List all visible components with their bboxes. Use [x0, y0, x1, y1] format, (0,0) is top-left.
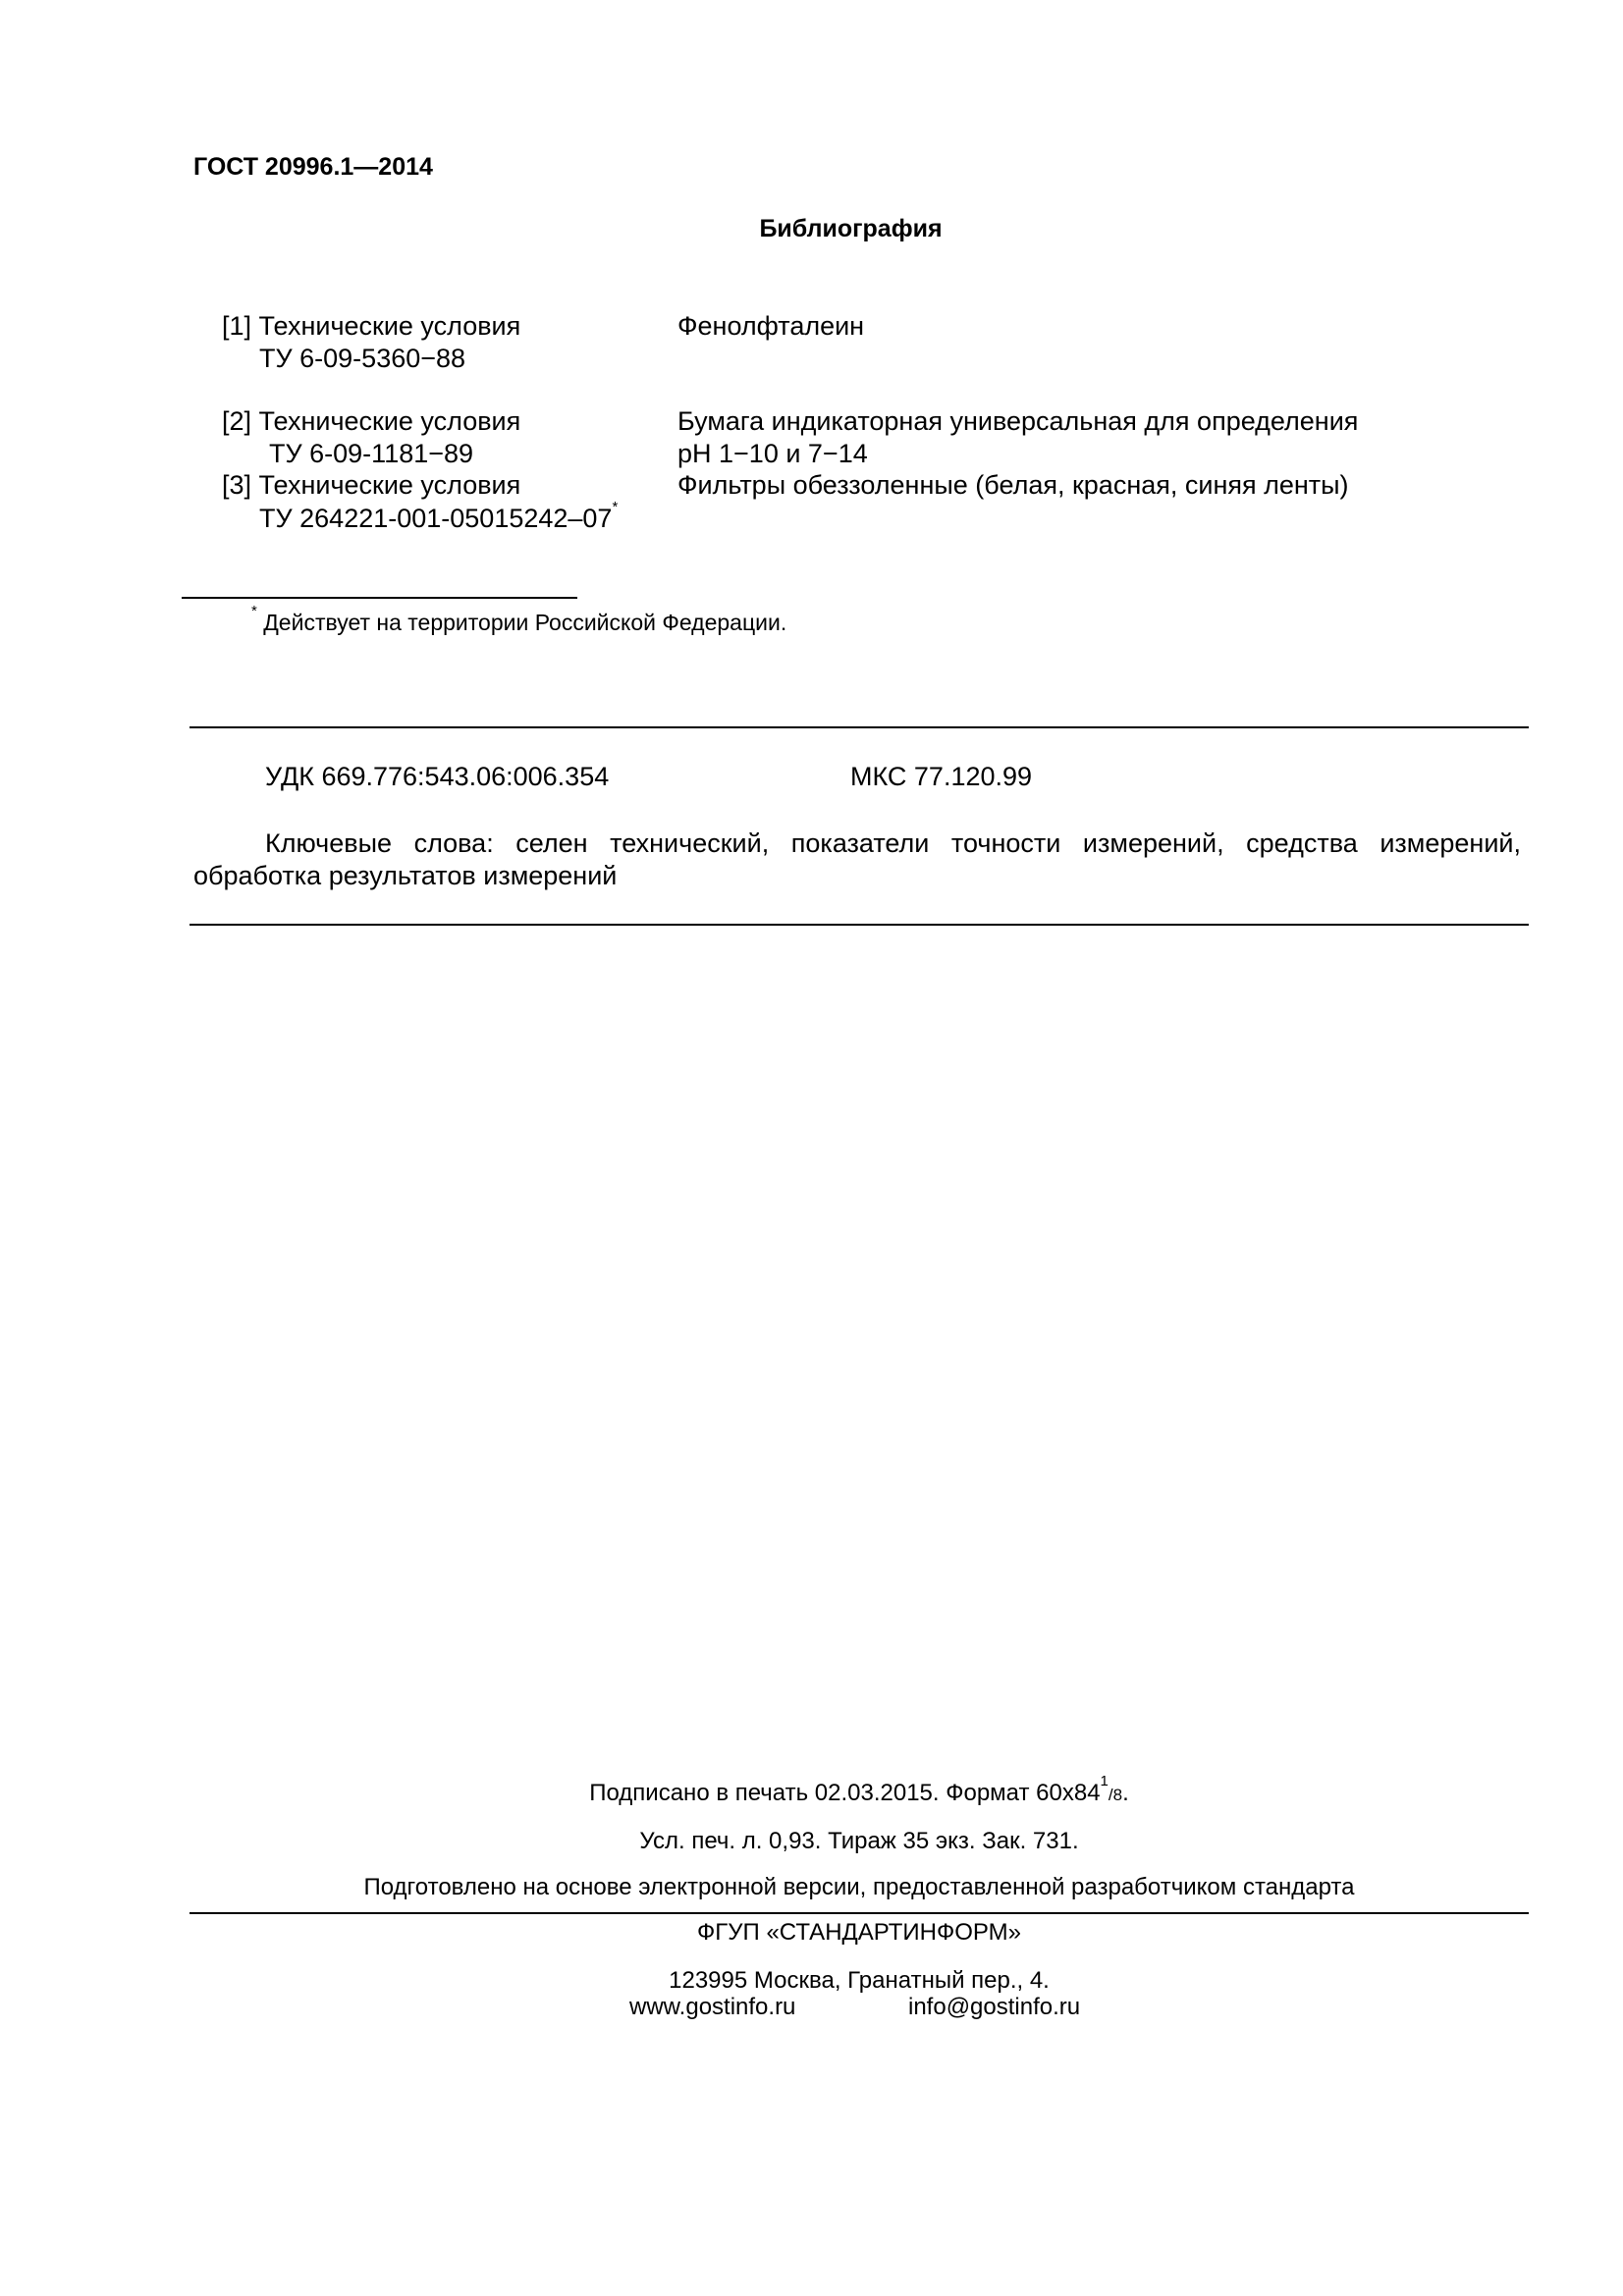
imprint-prepared-note: Подготовлено на основе электронной версии, предоставленной разработчиком стандарта [363, 1874, 1355, 1900]
divider-bottom [189, 924, 1529, 926]
ics-code: МКС 77.120.99 [850, 762, 1033, 791]
bib-entry-2-title: Бумага индикаторная универсальная для определения рН 1−10 и 7−14 [677, 406, 1359, 468]
bib-entry-1-title: Фенолфталеин [677, 311, 865, 341]
footnote [251, 603, 787, 636]
divider-top [189, 726, 1529, 728]
website-link[interactable]: www.gostinfo.ru [629, 1994, 796, 2020]
bib-entry-type: Технические условия [258, 470, 521, 500]
udc-code: УДК 669.776:543.06:006.354 [265, 762, 610, 791]
bib-entry-code: ТУ 6-09-1181−89 [269, 439, 474, 468]
email-link[interactable]: info@gostinfo.ru [908, 1994, 1081, 2020]
footnote-separator [182, 597, 577, 599]
bib-entry-code: ТУ 264221-001-05015242–07 [259, 504, 613, 533]
bib-entry-number: [1] [222, 311, 252, 341]
footnote-text: Действует на территории Российской Федерации. [256, 610, 787, 635]
section-title: Библиография [759, 215, 943, 242]
bib-entry-1-left [222, 310, 674, 375]
imprint-publisher: ФГУП «СТАНДАРТИНФОРМ» [697, 1919, 1021, 1946]
bib-entry-number: [3] [222, 470, 252, 500]
bib-entry-3-left [222, 469, 674, 535]
footnote-marker: * [251, 603, 257, 620]
standard-code: ГОСТ 20996.1—2014 [193, 153, 433, 181]
imprint-print-run: Усл. печ. л. 0,93. Тираж 35 экз. Зак. 731. [639, 1828, 1079, 1854]
bib-entry-2-left [222, 405, 674, 470]
imprint-address: 123995 Москва, Гранатный пер., 4. [669, 1967, 1050, 1994]
bib-entry-type: Технические условия [258, 311, 521, 341]
footnote-marker: * [612, 499, 619, 515]
imprint-signed: Подписано в печать 02.03.2015. Формат $60x84^1/8$. [589, 1773, 1129, 1806]
bib-entry-code: ТУ 6-09-5360−88 [259, 344, 466, 373]
bib-entry-number: [2] [222, 406, 252, 436]
keywords: Ключевые слова: селен технический, показатели точности измерений, средства измерений, обработка результатов измерений [193, 828, 1521, 890]
imprint-divider [189, 1912, 1529, 1914]
bib-entry-3-title: Фильтры обеззоленные (белая, красная, синяя ленты) [677, 470, 1349, 500]
bib-entry-type: Технические условия [258, 406, 521, 436]
